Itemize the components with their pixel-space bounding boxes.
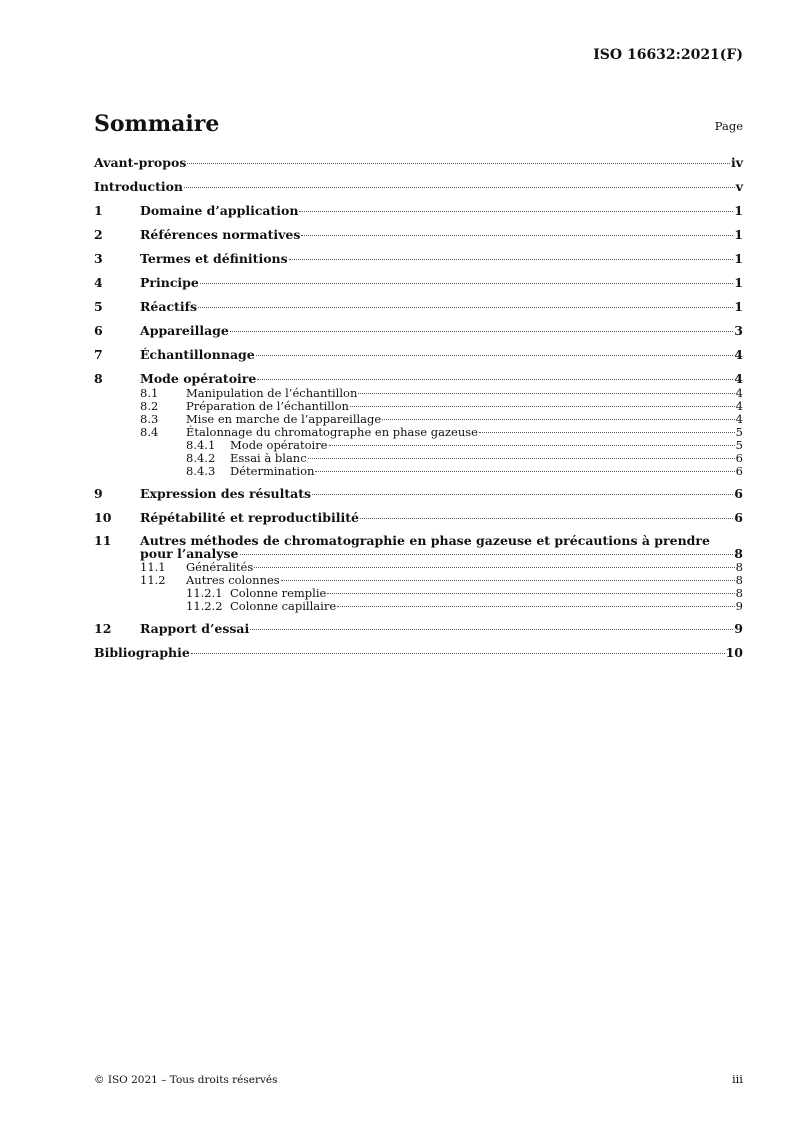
toc-entry-title: Autres colonnes <box>186 573 280 587</box>
toc-entry-page: 1 <box>734 227 743 242</box>
dot-leader <box>254 567 734 568</box>
dot-leader <box>187 163 730 164</box>
dot-leader <box>327 593 734 594</box>
toc-entry-number: 5 <box>94 299 103 314</box>
toc-entry-page: 4 <box>735 386 743 400</box>
dot-leader <box>230 331 733 332</box>
toc-entry-number: 7 <box>94 347 103 362</box>
toc-entry-title: Termes et définitions <box>140 251 288 266</box>
dot-leader <box>200 283 733 284</box>
toc-entry[interactable] <box>94 227 743 243</box>
dot-leader <box>360 518 733 519</box>
dot-leader <box>350 406 735 407</box>
toc-entry-page: 6 <box>734 486 743 501</box>
toc-entry-title: Manipulation de l’échantillon <box>186 386 358 400</box>
toc-entry-page: v <box>735 179 743 194</box>
toc-entry-page: 5 <box>735 438 743 452</box>
toc-entry-number: 3 <box>94 251 103 266</box>
toc-entry-title: Mise en marche de l’appareillage <box>186 412 382 426</box>
document-id: ISO 16632:2021(F) <box>593 47 743 63</box>
toc-entry[interactable] <box>94 371 743 387</box>
toc-entry[interactable] <box>94 534 743 561</box>
toc-entry-title: Généralités <box>186 560 254 574</box>
toc-entry[interactable] <box>94 155 743 171</box>
toc-entry-page: iv <box>730 155 743 170</box>
toc-entry-number: 8.4 <box>140 425 159 439</box>
dot-leader <box>329 445 735 446</box>
toc-entry[interactable] <box>94 510 743 526</box>
toc-entry-title: Essai à blanc <box>230 451 307 465</box>
toc-entry-number: 8.3 <box>140 412 159 426</box>
copyright-notice: © ISO 2021 – Tous droits réservés <box>94 1074 278 1086</box>
dot-leader <box>250 629 733 630</box>
dot-leader <box>257 379 733 380</box>
toc-entry-page: 4 <box>735 399 743 413</box>
dot-leader <box>191 653 725 654</box>
toc-entry-page: 4 <box>734 347 743 362</box>
toc-entry-page: 6 <box>735 464 743 478</box>
dot-leader <box>312 494 733 495</box>
toc-entry-title: Principe <box>140 275 199 290</box>
dot-leader <box>289 259 734 260</box>
dot-leader <box>240 554 734 555</box>
toc-entry-number: 11.2.2 <box>186 599 223 613</box>
toc-entry-title: Références normatives <box>140 227 301 242</box>
toc-entry-number: 8.4.3 <box>186 464 216 478</box>
dot-leader <box>184 187 735 188</box>
toc-entry-page: 1 <box>734 299 743 314</box>
toc-entry-title: Expression des résultats <box>140 486 312 501</box>
dot-leader <box>315 471 734 472</box>
table-of-contents <box>94 155 743 661</box>
toc-entry-page: 8 <box>735 586 743 600</box>
dot-leader <box>281 580 735 581</box>
toc-entry-number: 2 <box>94 227 103 242</box>
toc-entry-page: 9 <box>735 599 743 613</box>
toc-entry-page: 4 <box>735 412 743 426</box>
toc-entry-page: 6 <box>734 510 743 525</box>
toc-entry-title: Détermination <box>230 464 315 478</box>
toc-entry-page: 10 <box>725 645 743 660</box>
toc-entry-number: 10 <box>94 510 112 525</box>
toc-entry-number: 6 <box>94 323 103 338</box>
toc-entry-page: 1 <box>734 203 743 218</box>
toc-entry-page: 6 <box>735 451 743 465</box>
toc-entry-number: 11 <box>94 533 112 548</box>
toc-entry-number: 8.1 <box>140 386 159 400</box>
toc-entry-number: 1 <box>94 203 103 218</box>
toc-entry-title: Répétabilité et reproductibilité <box>140 510 359 525</box>
toc-entry-number: 11.2 <box>140 573 166 587</box>
toc-entry[interactable] <box>94 323 743 339</box>
toc-entry[interactable] <box>94 299 743 315</box>
toc-entry-number: 11.2.1 <box>186 586 223 600</box>
toc-entry-page: 3 <box>734 323 743 338</box>
dot-leader <box>256 355 734 356</box>
dot-leader <box>198 307 733 308</box>
toc-entry-page: 9 <box>734 621 743 636</box>
dot-leader <box>358 393 734 394</box>
toc-entry-number: 4 <box>94 275 103 290</box>
dot-leader <box>301 235 733 236</box>
toc-entry-title: Colonne capillaire <box>230 599 337 613</box>
toc-entry-title: Mode opératoire <box>230 438 328 452</box>
toc-entry-title: Colonne remplie <box>230 586 327 600</box>
toc-entry-title: Avant-propos <box>94 155 187 170</box>
toc-entry-title: Domaine d’application <box>140 203 299 218</box>
toc-entry[interactable] <box>94 621 743 637</box>
toc-entry-page: 4 <box>734 371 743 386</box>
dot-leader <box>299 211 733 212</box>
toc-entry[interactable] <box>94 179 743 195</box>
toc-entry-title: Étalonnage du chromatographe en phase gazeuse <box>186 425 478 439</box>
toc-entry-page: 8 <box>735 560 743 574</box>
toc-entry-title: Préparation de l’échantillon <box>186 399 349 413</box>
toc-entry[interactable] <box>94 486 743 502</box>
toc-entry-number: 9 <box>94 486 103 501</box>
toc-entry-title-line1: Autres méthodes de chromatographie en phase gazeuse et précautions à prendre <box>140 533 710 548</box>
toc-entry-title: Mode opératoire <box>140 371 257 386</box>
toc-entry-page: 5 <box>735 425 743 439</box>
toc-entry[interactable] <box>94 275 743 291</box>
dot-leader <box>308 458 735 459</box>
toc-entry-title: Réactifs <box>140 299 197 314</box>
toc-entry[interactable] <box>94 251 743 267</box>
toc-entry[interactable] <box>94 203 743 219</box>
toc-entry-title: Bibliographie <box>94 645 190 660</box>
toc-entry-number: 8.2 <box>140 399 159 413</box>
toc-entry-number: 12 <box>94 621 112 636</box>
toc-entry-page: 8 <box>735 573 743 587</box>
toc-entry-title: Échantillonnage <box>140 347 255 362</box>
toc-entry-title: Appareillage <box>140 323 229 338</box>
toc-entry-title: Rapport d’essai <box>140 621 250 636</box>
dot-leader <box>337 606 735 607</box>
toc-entry-page: 1 <box>734 251 743 266</box>
toc-subsubentry[interactable] <box>94 600 743 613</box>
toc-entry-number: 11.1 <box>140 560 166 574</box>
toc-entry-number: 8.4.2 <box>186 451 216 465</box>
page-number: iii <box>731 1072 743 1086</box>
toc-entry-page: 1 <box>734 275 743 290</box>
toc-heading: Sommaire <box>94 111 220 137</box>
toc-entry[interactable] <box>94 645 743 661</box>
dot-leader <box>479 432 735 433</box>
page-column-label: Page <box>714 119 743 133</box>
toc-entry-title-line2: pour l’analyse <box>140 546 239 561</box>
dot-leader <box>382 419 734 420</box>
toc-entry-title: Introduction <box>94 179 184 194</box>
toc-entry-number: 8.4.1 <box>186 438 216 452</box>
toc-entry[interactable] <box>94 347 743 363</box>
toc-subsubentry[interactable] <box>94 465 743 478</box>
toc-entry-page: 8 <box>734 546 743 561</box>
toc-entry-number: 8 <box>94 371 103 386</box>
